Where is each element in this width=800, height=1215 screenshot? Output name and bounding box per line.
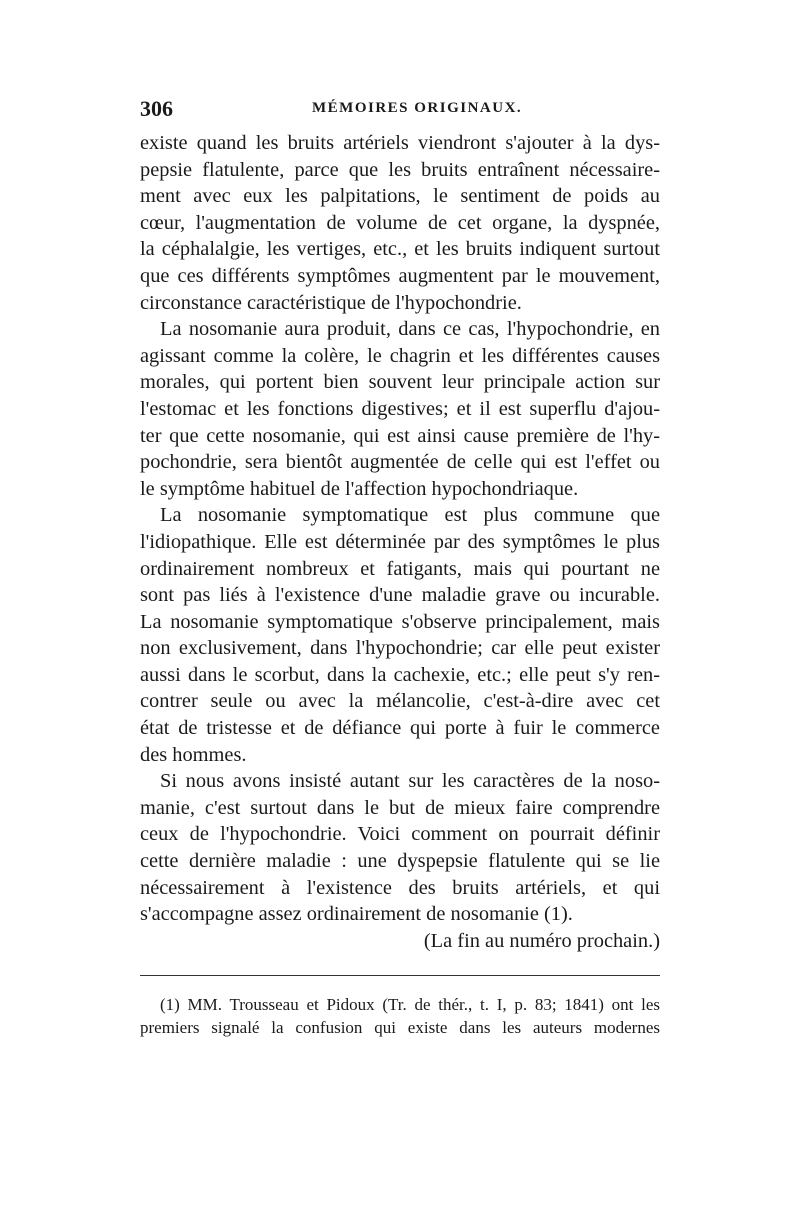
- text-line: (La fin au numéro prochain.): [423, 929, 660, 952]
- text-line: ordinairement nombreux et fatigants, mais qui pourtant ne: [140, 557, 660, 580]
- text-line: Si nous avons insisté autant sur les caractères de la noso-: [160, 770, 660, 793]
- running-title: MÉMOIRES ORIGINAUX.: [312, 100, 523, 116]
- text-line: cœur, l'augmentation de volume de cet organe, la dyspnée,: [140, 211, 660, 234]
- text-line: pepsie flatulente, parce que les bruits entraînent nécessaire-: [140, 158, 660, 181]
- text-line: La nosomanie symptomatique s'observe principalement, mais: [140, 610, 660, 633]
- text-line: ment avec eux les palpitations, le sentiment de poids au: [140, 185, 660, 208]
- text-line: état de tristesse et de défiance qui porte à fuir le commerce: [140, 717, 660, 740]
- text-line: aussi dans le scorbut, dans la cachexie, etc.; elle peut s'y ren-: [140, 663, 660, 686]
- text-line: sont pas liés à l'existence d'une maladie grave ou incurable.: [140, 584, 660, 607]
- footnote-divider: [140, 975, 660, 976]
- text-line: nécessairement à l'existence des bruits artériels, et qui: [140, 876, 660, 899]
- text-line: le symptôme habituel de l'affection hypochondriaque.: [140, 477, 579, 500]
- footnote-line: premiers signalé la confusion qui existe dans les auteurs modernes: [140, 1018, 660, 1037]
- text-line: agissant comme la colère, le chagrin et les différentes causes: [140, 344, 660, 367]
- text-line: contrer seule ou avec la mélancolie, c'est-à-dire avec cet: [140, 690, 660, 713]
- page-header: [140, 96, 660, 126]
- text-line: La nosomanie aura produit, dans ce cas, l'hypochondrie, en: [160, 318, 660, 341]
- text-line: pochondrie, sera bientôt augmentée de celle qui est l'effet ou: [140, 451, 660, 474]
- text-line: circonstance caractéristique de l'hypochondrie.: [140, 291, 522, 314]
- text-line: la céphalalgie, les vertiges, etc., et les bruits indiquent surtout: [140, 238, 660, 261]
- text-line: existe quand les bruits artériels viendront s'ajouter à la dys-: [140, 132, 660, 154]
- text-line: l'idiopathique. Elle est déterminée par des symptômes le plus: [140, 530, 660, 553]
- footnote: [140, 993, 660, 1039]
- text-line: ceux de l'hypochondrie. Voici comment on pourrait définir: [140, 823, 660, 846]
- text-line: des hommes.: [140, 743, 247, 766]
- main-text: [140, 130, 660, 954]
- text-line: ter que cette nosomanie, qui est ainsi cause première de l'hy-: [140, 424, 660, 447]
- text-line: non exclusivement, dans l'hypochondrie; car elle peut exister: [140, 637, 660, 660]
- text-line: l'estomac et les fonctions digestives; et il est superflu d'ajou-: [140, 397, 660, 420]
- page-number: 306: [140, 96, 173, 121]
- text-line: s'accompagne assez ordinairement de nosomanie (1).: [140, 903, 573, 926]
- text-line: cette dernière maladie : une dyspepsie flatulente qui se lie: [140, 850, 660, 873]
- text-line: La nosomanie symptomatique est plus commune que: [160, 504, 660, 527]
- footnote-line: (1) MM. Trousseau et Pidoux (Tr. de thér., t. I, p. 83; 1841) ont les: [160, 995, 660, 1014]
- text-line: morales, qui portent bien souvent leur principale action sur: [140, 371, 660, 394]
- text-line: que ces différents symptômes augmentent par le mouvement,: [140, 264, 660, 287]
- text-line: manie, c'est surtout dans le but de mieux faire comprendre: [140, 796, 660, 819]
